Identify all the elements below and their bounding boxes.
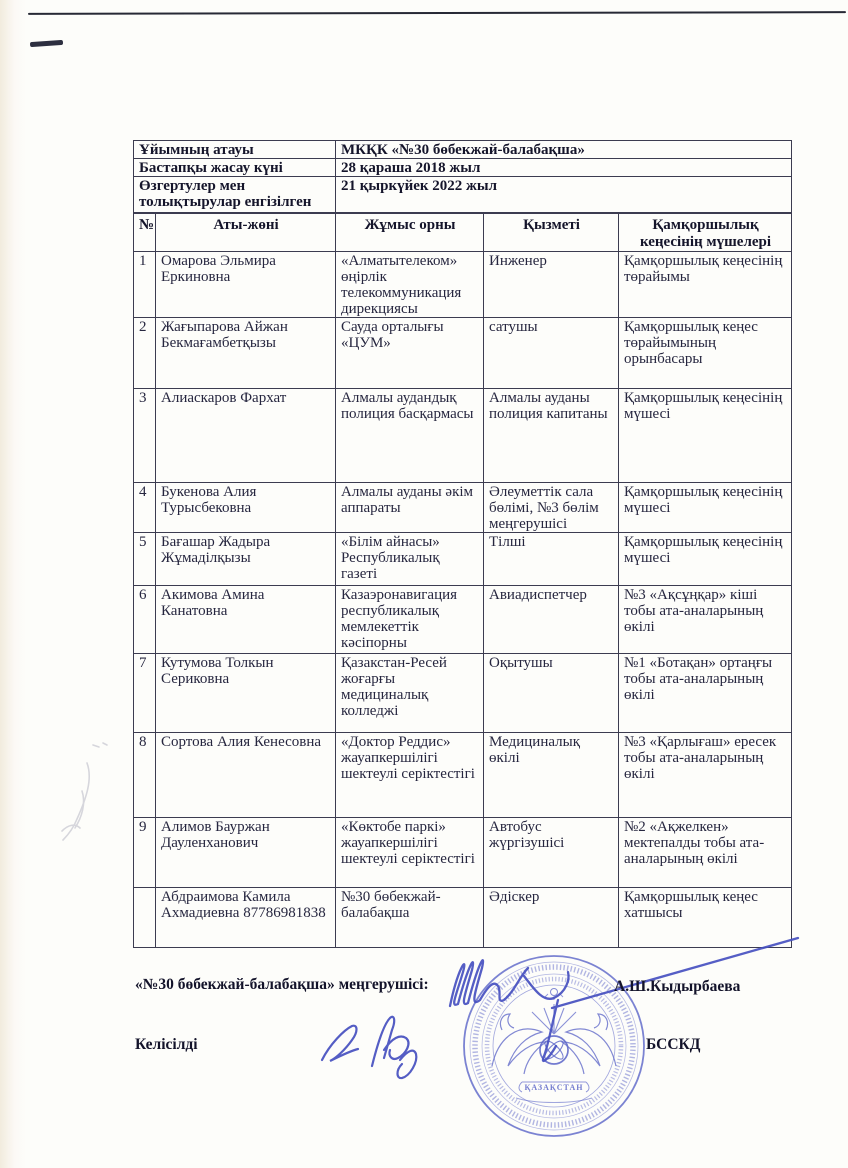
table-row <box>134 533 792 586</box>
header-cell-workplace: Жұмыс орны <box>336 214 484 252</box>
cell-council-role: Қамқоршылық кеңес хатшысы <box>619 888 792 948</box>
cell-name: Жағыпарова Айжан Бекмағамбетқызы <box>156 318 336 389</box>
cell-council-role: Қамқоршылық кеңесінің мүшесі <box>619 483 792 533</box>
pen-dash-mark-icon <box>30 40 63 47</box>
table-row <box>134 389 792 483</box>
table-row <box>134 483 792 533</box>
cell-name: Бағашар Жадыра Жұмаділқызы <box>156 533 336 586</box>
members-header-row <box>134 214 792 252</box>
cell-council-role: №1 «Ботақан» ортаңғы тобы ата-аналарының өкілі <box>619 654 792 733</box>
manager-name: А.Ш.Кыдырбаева <box>614 978 741 995</box>
manager-label: «№30 бөбекжай-балабақша» меңгерушісі: <box>135 976 429 993</box>
cell-position: Тілші <box>484 533 619 586</box>
cell-name: Акимова Амина Канатовна <box>156 586 336 654</box>
cell-council-role: №3 «Қарлығаш» ересек тобы ата-аналарының өкілі <box>619 733 792 818</box>
cell-number: 7 <box>134 654 156 733</box>
info-row-org-name <box>134 141 792 159</box>
info-value: 21 қыркүйек 2022 жыл <box>336 177 792 213</box>
table-row <box>134 252 792 318</box>
stamp-country-text: ҚАЗАҚСТАН <box>524 1083 584 1092</box>
cell-workplace: «Алматытелеком» өңірлік телекоммуникация дирекциясы <box>336 252 484 318</box>
table-row <box>134 318 792 389</box>
cell-name: Алимов Бауржан Дауленханович <box>156 818 336 888</box>
pencil-scribble-icon <box>55 735 127 845</box>
cell-workplace: №30 бөбекжай-балабақша <box>336 888 484 948</box>
cell-workplace: «Көктобе паркі» жауапкершілігі шектеулі серіктестігі <box>336 818 484 888</box>
cell-workplace: Казаэронавигация республикалық мемлекеттік кәсіпорны <box>336 586 484 654</box>
agreed-label: Келісілді <box>135 1036 198 1053</box>
cell-workplace: Алмалы аудандық полиция басқармасы <box>336 389 484 483</box>
cell-position: Алмалы ауданы полиция капитаны <box>484 389 619 483</box>
cell-position: сатушы <box>484 318 619 389</box>
cell-position: Автобус жүргізушісі <box>484 818 619 888</box>
cell-workplace: Сауда орталығы «ЦУМ» <box>336 318 484 389</box>
cell-council-role: Қамқоршылық кеңесінің мүшесі <box>619 533 792 586</box>
cell-council-role: №3 «Ақсұңқар» кіші тобы ата-аналарының өкілі <box>619 586 792 654</box>
cell-position: Инженер <box>484 252 619 318</box>
cell-workplace: Қазакстан-Ресей жоғарғы медициналық колледжі <box>336 654 484 733</box>
agreed-signature-icon <box>322 1017 416 1078</box>
info-value: МКҚК «№30 бөбекжай-балабақша» <box>336 141 792 159</box>
header-cell-council-role: Қамқоршылық кеңесінің мүшелері <box>619 214 792 252</box>
cell-council-role: Қамқоршылық кеңесінің мүшесі <box>619 389 792 483</box>
cell-number: 4 <box>134 483 156 533</box>
cell-position: Оқытушы <box>484 654 619 733</box>
cell-name: Букенова Алия Турысбековна <box>156 483 336 533</box>
table-row <box>134 818 792 888</box>
cell-number: 5 <box>134 533 156 586</box>
agreed-org: БССКД <box>646 1036 701 1053</box>
cell-number <box>134 888 156 948</box>
cell-workplace: Алмалы ауданы әкім аппараты <box>336 483 484 533</box>
cell-number: 9 <box>134 818 156 888</box>
info-value: 28 қараша 2018 жыл <box>336 159 792 177</box>
info-row-created-date <box>134 159 792 177</box>
manager-signature-icon <box>450 938 798 1061</box>
cell-name: Абдраимова Камила Ахмадиевна 87786981838 <box>156 888 336 948</box>
cell-council-role: Қамқоршылық кеңес төрайымының орынбасары <box>619 318 792 389</box>
members-table <box>133 213 792 948</box>
info-row-amended-date <box>134 177 792 213</box>
scan-left-edge-shading <box>0 0 26 1168</box>
cell-workplace: «Білім айнасы» Республикалық газеті <box>336 533 484 586</box>
table-row <box>134 654 792 733</box>
handwritten-signatures-layer <box>300 928 812 1090</box>
header-cell-name: Аты-жөні <box>156 214 336 252</box>
cell-number: 3 <box>134 389 156 483</box>
cell-name: Кутумова Толкын Сериковна <box>156 654 336 733</box>
header-cell-position: Қызметі <box>484 214 619 252</box>
info-table <box>133 140 792 213</box>
cell-position: Әлеуметтік сала бөлімі, №3 бөлім меңгерушісі <box>484 483 619 533</box>
cell-name: Алиаскаров Фархат <box>156 389 336 483</box>
table-row <box>134 586 792 654</box>
cell-number: 1 <box>134 252 156 318</box>
scan-edge-line <box>28 11 846 15</box>
cell-position: Авиадиспетчер <box>484 586 619 654</box>
cell-name: Сортова Алия Кенесовна <box>156 733 336 818</box>
cell-council-role: №2 «Ақжелкен» мектепалды тобы ата-аналарының өкілі <box>619 818 792 888</box>
cell-council-role: Қамқоршылық кеңесінің төрайымы <box>619 252 792 318</box>
info-label: Бастапқы жасау күні <box>134 159 336 177</box>
document-tables <box>133 140 793 948</box>
cell-name: Омарова Эльмира Еркиновна <box>156 252 336 318</box>
cell-number: 6 <box>134 586 156 654</box>
cell-position: Әдіскер <box>484 888 619 948</box>
cell-number: 2 <box>134 318 156 389</box>
table-row <box>134 733 792 818</box>
cell-position: Медициналық өкілі <box>484 733 619 818</box>
cell-number: 8 <box>134 733 156 818</box>
table-row <box>134 888 792 948</box>
header-cell-number: № <box>134 214 156 252</box>
info-label: Өзгертулер мен толықтырулар енгізілген <box>134 177 336 213</box>
info-label: Ұйымның атауы <box>134 141 336 159</box>
cell-workplace: «Доктор Реддис» жауапкершілігі шектеулі серіктестігі <box>336 733 484 818</box>
